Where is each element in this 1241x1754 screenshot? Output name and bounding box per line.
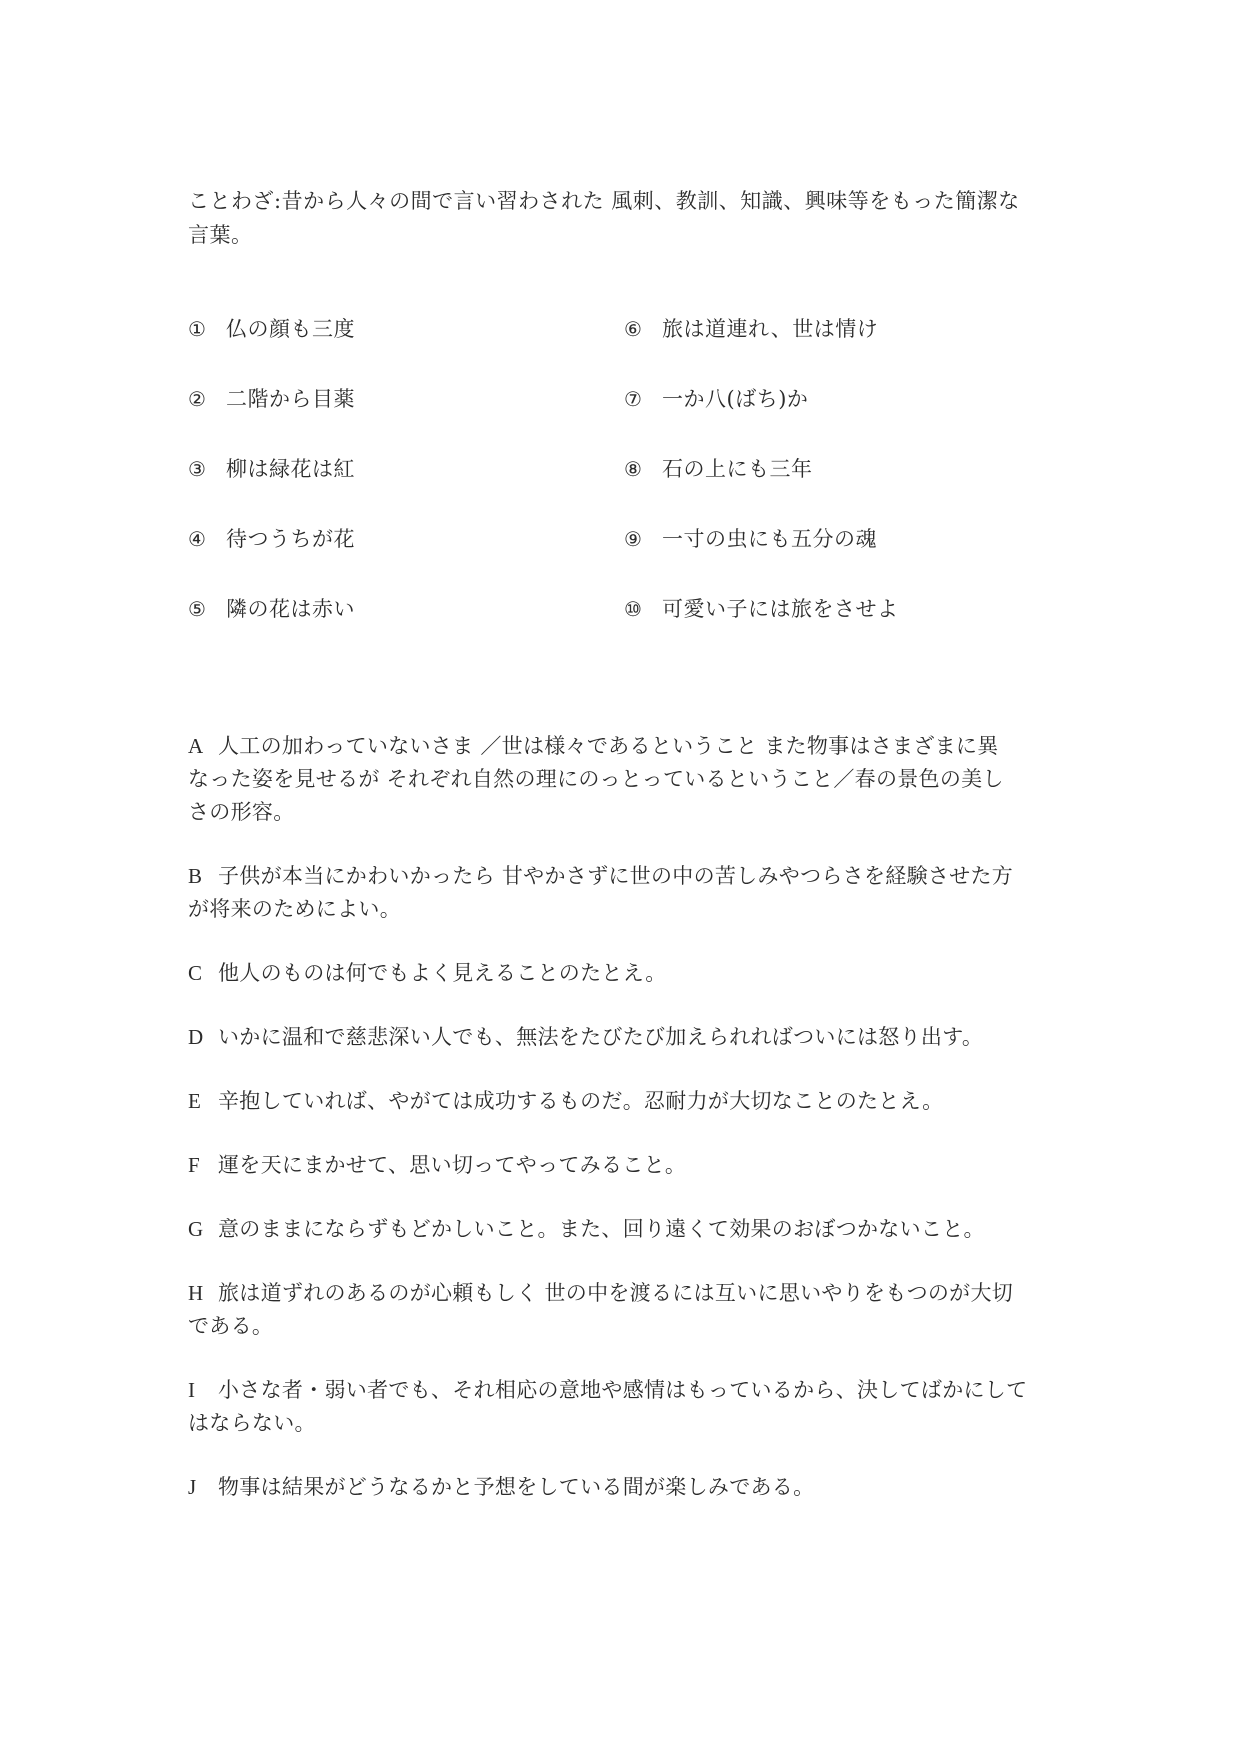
meaning-text: 子供が本当にかわいかったら 甘やかさずに世の中の苦しみやつらさを経験させた方 (218, 864, 1014, 888)
proverb-number: ③ (188, 457, 206, 481)
meaning-text: いかに温和で慈悲深い人でも、無法をたびたび加えられればついには怒り出す。 (218, 1025, 984, 1049)
meaning-item-b (188, 860, 1088, 926)
proverb-text: 隣の花は赤い (226, 597, 355, 621)
meaning-text: 意のままにならずもどかしいこと。また、回り遠くて効果のおぼつかないこと。 (218, 1217, 985, 1241)
proverb-text: 一寸の虫にも五分の魂 (662, 527, 877, 551)
meaning-letter: A (188, 734, 204, 758)
proverb-text: 旅は道連れ、世は情け (662, 317, 879, 341)
meaning-line (188, 1149, 1088, 1182)
meaning-line (188, 1277, 1088, 1310)
proverb-text: 待つうちが花 (226, 527, 355, 551)
proverb-text: 柳は緑花は紅 (226, 457, 355, 481)
proverb-number: ⑥ (624, 317, 642, 341)
proverb-item (188, 382, 608, 452)
meaning-text: 旅は道ずれのあるのが心頼もしく 世の中を渡るには互いに思いやりをもつのが大切 (218, 1281, 1014, 1305)
proverb-text: 仏の顔も三度 (226, 317, 355, 341)
proverb-number: ⑤ (188, 597, 206, 621)
meaning-line: が将来のためによい。 (188, 897, 401, 921)
meaning-item-d (188, 1021, 1088, 1054)
meaning-letter: J (188, 1475, 197, 1499)
meaning-line (188, 730, 1088, 763)
proverb-list-right (624, 312, 1044, 662)
meaning-line (188, 1213, 1088, 1246)
proverb-text: 一か八(ばち)か (662, 387, 809, 411)
proverb-item (188, 522, 608, 592)
proverb-item (624, 452, 1044, 522)
meaning-letter: F (188, 1153, 200, 1177)
proverb-number: ⑦ (624, 387, 642, 411)
meaning-item-g (188, 1213, 1088, 1246)
meaning-letter: G (188, 1217, 204, 1241)
meaning-line (188, 957, 1088, 990)
meaning-item-j (188, 1471, 1088, 1504)
proverb-number: ⑩ (624, 597, 642, 621)
proverb-number: ⑨ (624, 527, 642, 551)
meaning-letter: C (188, 961, 203, 985)
meaning-text: 他人のものは何でもよく見えることのたとえ。 (218, 961, 667, 985)
proverb-number: ⑧ (624, 457, 642, 481)
meaning-list (188, 730, 1088, 1535)
meaning-text: 小さな者・弱い者でも、それ相応の意地や感情はもっているから、決してばかにして (218, 1378, 1028, 1402)
proverb-item (188, 592, 608, 662)
meaning-item-a (188, 730, 1088, 829)
proverb-list-left (188, 312, 608, 662)
meaning-line (188, 1085, 1088, 1118)
meaning-text: 人工の加わっていないさま ／世は様々であるということ また物事はさまざまに異 (218, 734, 999, 758)
intro-line-2: 言葉。 (188, 223, 253, 247)
proverb-text: 石の上にも三年 (662, 457, 813, 481)
meaning-letter: E (188, 1089, 202, 1113)
meaning-line: さの形容。 (188, 800, 295, 824)
meaning-item-f (188, 1149, 1088, 1182)
meaning-item-c (188, 957, 1088, 990)
proverb-item (624, 382, 1044, 452)
proverb-item (624, 312, 1044, 382)
intro-line-1: ことわざ:昔から人々の間で言い習わされた 風刺、教訓、知識、興味等をもった簡潔な (188, 189, 1020, 213)
meaning-text: 運を天にまかせて、思い切ってやってみること。 (218, 1153, 687, 1177)
meaning-line (188, 1021, 1088, 1054)
proverb-number: ④ (188, 527, 206, 551)
meaning-letter: I (188, 1378, 196, 1402)
meaning-line: なった姿を見せるが それぞれ自然の理にのっとっているということ／春の景色の美し (188, 767, 1004, 791)
meaning-item-e (188, 1085, 1088, 1118)
meaning-line: はならない。 (188, 1411, 316, 1435)
meaning-line (188, 1471, 1088, 1504)
proverb-number: ① (188, 317, 206, 341)
proverb-number: ② (188, 387, 206, 411)
meaning-letter: B (188, 864, 203, 888)
meaning-line (188, 1374, 1088, 1407)
meaning-item-i (188, 1374, 1088, 1440)
intro-definition (188, 184, 1088, 252)
meaning-letter: D (188, 1025, 204, 1049)
meaning-line: である。 (188, 1314, 274, 1338)
meaning-line (188, 860, 1088, 893)
meaning-text: 物事は結果がどうなるかと予想をしている間が楽しみである。 (218, 1475, 815, 1499)
proverb-item (188, 312, 608, 382)
proverb-text: 二階から目薬 (226, 387, 355, 411)
proverb-item (624, 522, 1044, 592)
meaning-letter: H (188, 1281, 204, 1305)
proverb-text: 可愛い子には旅をさせよ (662, 597, 899, 621)
proverb-item (624, 592, 1044, 662)
meaning-item-h (188, 1277, 1088, 1343)
proverb-item (188, 452, 608, 522)
meaning-text: 辛抱していれば、やがては成功するものだ。忍耐力が大切なことのたとえ。 (218, 1089, 944, 1113)
